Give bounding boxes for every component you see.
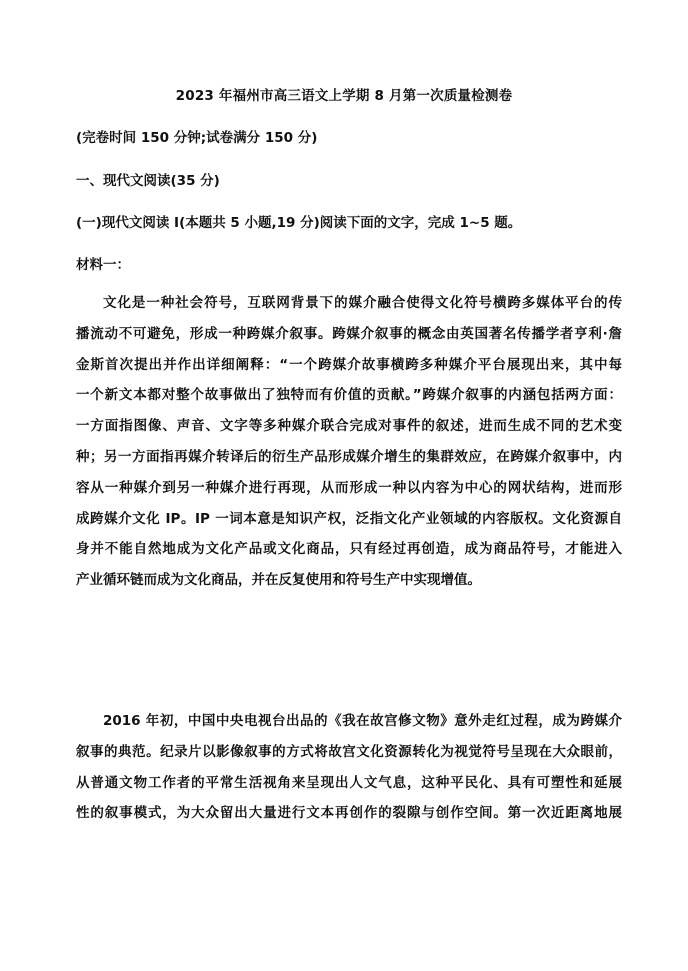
document-title: 2023 年福州市高三语文上学期 8 月第一次质量检测卷 <box>175 88 513 104</box>
paragraph-line: 性的叙事模式，为大众留出大量进行文本再创作的裂隙与创作空间。第一次近距离地展 <box>76 805 622 822</box>
paragraph-1 <box>76 288 622 596</box>
exam-info: (完卷时间 150 分钟;试卷满分 150 分) <box>76 130 318 146</box>
paragraph-line: 播流动不可避免，形成一种跨媒介叙事。跨媒介叙事的概念由英国著名传播学者亨利·詹 <box>76 325 622 342</box>
paragraph-2 <box>76 706 622 829</box>
material-label: 材料一： <box>76 257 130 273</box>
paragraph-line: 叙事的典范。纪录片以影像叙事的方式将故宫文化资源转化为视觉符号呈现在大众眼前， <box>76 743 622 760</box>
paragraph-line: 金斯首次提出并作出详细阐释：“一个跨媒介故事横跨多种媒介平台展现出来，其中每 <box>76 356 622 373</box>
paragraph-line: 从普通文物工作者的平常生活视角来呈现出人文气息，这种平民化、具有可塑性和延展 <box>76 774 622 791</box>
paragraph-line: 种；另一方面指再媒介转译后的衍生产品形成媒介增生的集群效应，在跨媒介叙事中，内 <box>76 448 622 465</box>
paragraph-line: 文化是一种社会符号，互联网背景下的媒介融合使得文化符号横跨多媒体平台的传 <box>103 295 622 311</box>
paragraph-line: 2016 年初，中国中央电视台出品的《我在故宫修文物》意外走红过程，成为跨媒介 <box>103 713 622 729</box>
paragraph-line: 一方面指图像、声音、文字等多种媒介联合完成对事件的叙述，进而生成不同的艺术变 <box>76 418 622 435</box>
paragraph-line: 一个新文本都对整个故事做出了独特而有价值的贡献。”跨媒介叙事的内涵包括两方面： <box>76 387 622 404</box>
paragraph-line: 身并不能自然地成为文化产品或文化商品，只有经过再创造，成为商品符号，才能进入 <box>76 541 622 558</box>
subsection-heading: (一)现代文阅读 I(本题共 5 小题,19 分)阅读下面的文字，完成 1~5 题。 <box>76 215 522 231</box>
paragraph-line: 容从一种媒介到另一种媒介进行再现，从而形成一种以内容为中心的网状结构，进而形 <box>76 479 622 496</box>
paragraph-line: 成跨媒介文化 IP。IP 一词本意是知识产权，泛指文化产业领域的内容版权。文化资源自 <box>76 510 622 527</box>
paragraph-line: 产业循环链而成为文化商品，并在反复使用和符号生产中实现增值。 <box>76 572 481 589</box>
section-heading: 一、现代文阅读(35 分) <box>76 173 220 189</box>
